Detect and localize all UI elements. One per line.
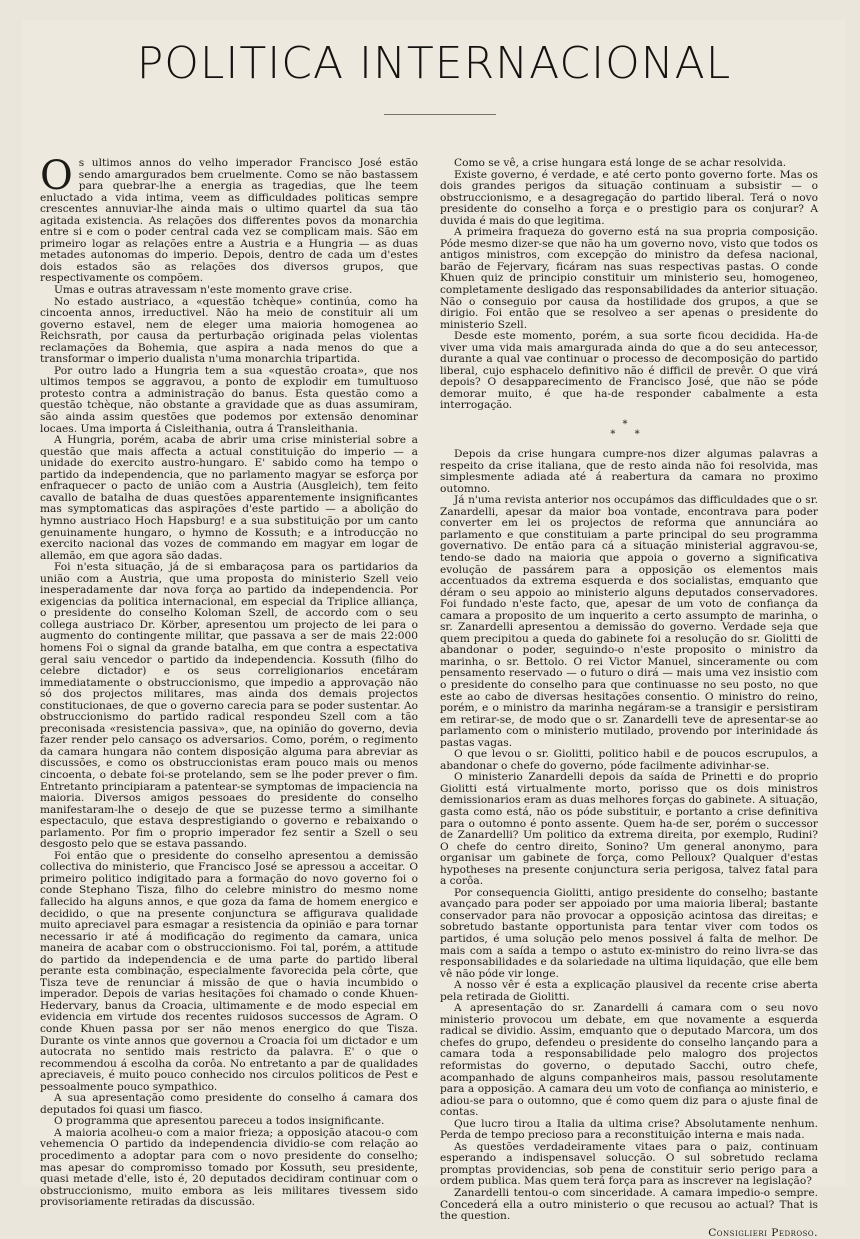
article-paragraph: As questões verdadeiramente vitaes para o paiz, continuam esperando a indispensavel solucção. O sul sobretudo reclama promptas providencias, sob pena de constituir serio perigo para a ordem publica. Mas quem terá força para as inscrever na legislação? bbox=[440, 1140, 818, 1188]
article-paragraph: Zanardelli tentou-o com sinceridade. A camara impedio-o sempre. Concederá ella a outro ministerio o que recusou ao actual? That is the question. bbox=[440, 1187, 818, 1223]
article-paragraph: Já n'uma revista anterior nos occupámos das difficuldades que o sr. Zanardelli, apesar da maior boa vontade, encontrava para poder converter em lei os projectos de reforma que annunciára ao parlamento e que constituiam a parte principal do seu programma governativo. De então para cá a situação ministerial aggravou-se, tendo-se dado na maioria que appoia o governo a significativa evolução de passárem para a opposição os elementos mais accentuados da extrema esquerda e dos socialistas, emquanto que déram o seu appoio ao ministerio alguns deputados conservadores. Foi fundado n'este facto, que, apesar de um voto de confiança da camara a proposito de um inquerito a certo assumpto de marinha, o sr. Zanardelli apresentou a demissão do governo. Verdade seja que quem precipitou a queda do gabinete foi a resolução do sr. Giolitti de abandonar o poder, seguindo-o n'este proposito o ministro da marinha, o sr. Bettolo. O rei Victor Manuel, sinceramente ou com pensamento reservado — o futuro o dirá — mais uma vez insistio com o presidente do conselho para que continuasse no seu posto, no que este ao cabo de diversas hesitações consentio. O ministro do reino, porém, e o ministro da marinha negáram-se a transigir e persistiram em retirar-se, de modo que o sr. Zanardelli teve de apresentar-se ao parlamento com o ministerio mutilado, provendo por interinidade ás pastas vagas. bbox=[440, 494, 818, 749]
article-paragraph: Como se vê, a crise hungara está longe de se achar resolvida. bbox=[454, 157, 787, 169]
article-paragraph: O programma que apresentou pareceu a todos insignificante. bbox=[54, 1115, 385, 1128]
page-title: POLITICA INTERNACIONAL bbox=[136, 38, 732, 89]
article-paragraph: Depois da crise hungara cumpre-nos dizer algumas palavras a respeito da crise italiana, que de resto ainda não foi resolvida, mas simplesmente adiada até á reabertura da camara no proximo outomno. bbox=[440, 448, 818, 495]
separator-stars: * * bbox=[610, 429, 648, 441]
title-divider bbox=[384, 114, 496, 115]
drop-cap: O bbox=[40, 153, 73, 199]
article-paragraph: Existe governo, é verdade, e até certo ponto governo forte. Mas os dois grandes perigos da situação continuam a subsistir — o obstruccionismo, e a desagregação do partido liberal. Terá o novo presidente do conselho a força e o prestigio para os conjurar? A duvida é mais do que legitima. bbox=[440, 168, 818, 227]
page bbox=[22, 20, 846, 1239]
article-paragraph: A Hungria, porém, acaba de abrir uma crise ministerial sobre a questão que mais affecta a actual constituição do imperio — a unidade do exercito austro-hungaro. E' sabido como ha tempo o partido da independencia, que no parlamento magyar se esforça por enfraquecer o pacto de união com a Austria (Ausgleich), tem feito cavallo de batalha de duas questões apparentemente insignificantes mas symptomaticas das aspirações d'este partido — a abolição do hymno austriaco Hoch Hapsburg! e a sua substituição por um canto genuinamente hungaro, o hymno de Kossuth; e a introducção no exercito nacional das vozes de commando em magyar em logar de allemão, em que agora são dadas. bbox=[40, 434, 418, 562]
article-paragraph: O ministerio Zanardelli depois da saída de Prinetti e do proprio Giolitti está virtualmente morto, porisso que os dois ministros demissionarios eram as duas melhores forças do gabinete. A situação, gasta como está, não os póde substituir, e portanto a crise definitiva para o outomno é ponto assente. Quem ha-de ser, porém o successor de Zanardelli? Um politico da extrema direita, por exemplo, Rudini? O chefe do centro direito, Sonino? Um general anonymo, para organisar um gabinete de força, como Pelloux? Qualquer d'estas hypotheses na presente conjunctura seria perigosa, talvez fatal para a corôa. bbox=[440, 771, 818, 888]
left-column bbox=[40, 153, 418, 1209]
article-paragraph: No estado austriaco, a «questão tchèque» continúa, como ha cincoenta annos, irreductivel. Não ha meio de constituir ali um governo estavel, nem de eleger uma maioria homogenea ao Reichsrath, por causa da perturbação originada pelas violentas reclamações da Bohemia, que aspira a nada menos do que a transformar o imperio dualista n'uma monarchia tripartida. bbox=[40, 295, 418, 366]
separator-star: * bbox=[622, 419, 636, 431]
article-paragraph: Desde este momento, porém, a sua sorte ficou decidida. Ha-de viver uma vida mais amargurada ainda do que a do seu antecessor, durante a qual vae continuar o processo de decomposição do partido liberal, cujo esphacelo definitivo não é difficil de prevêr. O que virá depois? O desapparecimento de Francisco José, que não se póde demorar muito, é que ha-de responder cabalmente a esta interrogação. bbox=[440, 330, 818, 412]
right-column bbox=[440, 158, 818, 1239]
article-paragraph: Que lucro tirou a Italia da ultima crise? Absolutamente nenhum. Perda de tempo precioso para a reconstituição interna e mais nada. bbox=[440, 1117, 818, 1142]
article-paragraph: A maioria acolheu-o com a maior frieza; a opposição atacou-o com vehemencia O partido da independencia dividio-se com relação ao procedimento a adoptar para com o novo presidente do conselho; mas apesar do compromisso tomado por Kossuth, seu presidente, quasi metade d'elle, isto é, 20 deputados decidiram continuar com o obstruccionismo, muito embora as leis militares tivessem sido provisoriamente retiradas da discussão. bbox=[40, 1126, 418, 1209]
article-paragraph: Os ultimos annos do velho imperador Francisco José estão sendo amargurados bem cruelmente. Como se não bastassem para quebrar-lhe a energia as tragedias, que lhe teem enluctado a vida intima, veem as difficuldades politicas sempre crescentes annuviar-lhe ainda mais o ultimo quartel da sua tão agitada existencia. As relações dos differentes povos da monarchia entre si e com o poder central cada vez se complicam mais. São em primeiro logar as relações entre a Austria e a Hungria — as duas metades autonomas do imperio. Depois, dentro de cada um d'estes dois estados são as relações dos diversos grupos, que respectivamente os compõem. bbox=[40, 153, 418, 285]
author-signature: Consiglieri Pedroso. bbox=[708, 1226, 818, 1239]
article-paragraph: Foi então que o presidente do conselho apresentou a demissão collectiva do ministerio, que Francisco José se apressou a acceitar. O primeiro politico indigitado para a formação do novo governo foi o conde Stephano Tisza, filho do celebre ministro do mesmo nome fallecido ha alguns annos, e que goza da fama de homem energico e decidido, o que na presente conjunctura se affigurava qualidade muito apreciavel para esmagar a resistencia da opinião e para tornar necessario ir até á modificação do regimento da camara, unica maneira de acabar com o obstruccionismo. Foi tal, porém, a attitude do partido da independencia e de uma parte do partido liberal perante esta combinação, especialmente favorecida pela côrte, que Tisza teve de renunciar á missão de que o havia incumbido o imperador. Depois de varias hesitações foi chamado o conde Khuen-Hedervary, banus da Croacia, ultimamente e de modo especial em evidencia em virtude dos recentes ruidosos successos de Agram. O conde Khuen passa por ser não menos energico do que Tisza. Durante os vinte annos que governou a Croacia foi um dictador e um autocrata no sentido mais restricto da palavra. E' o que o recommendou á escolha da corôa. No entretanto a par de qualidades apreciaveis, é muito pouco conhecido nos circulos politicos de Pest e pessoalmente pouco sympathico. bbox=[40, 849, 418, 1093]
article-paragraph: A apresentação do sr. Zanardelli á camara com o seu novo ministerio provocou um debate, em que novamente a esquerda radical se dividio. Assim, emquanto que o deputado Marcora, um dos chefes do grupo, defendeu o presidente do conselho lançando para a camara toda a responsabilidade pelo malogro dos projectos reformistas do governo, o deputado Sacchi, outro chefe, acompanhado de alguns companheiros mais, passou resolutamente para a opposição. A camara deu um voto de confiança ao ministerio, e adiou-se para o outomno, que é como quem diz para o ajuste final de contas. bbox=[440, 1002, 818, 1119]
article-paragraph: Por outro lado a Hungria tem a sua «questão croata», que nos ultimos tempos se aggravou, a ponto de explodir em tumultuoso protesto contra a administração do banus. Esta questão como a questão tchèque, não obstante a gravidade que as duas assumiram, são ainda assim questões que podemos por extensão denominar locaes. Uma importa á Cisleithania, outra á Transleithania. bbox=[40, 364, 418, 435]
article-paragraph: Umas e outras atravessam n'este momento grave crise. bbox=[54, 284, 353, 297]
article-paragraph: O que levou o sr. Giolitti, politico habil e de poucos escrupulos, a abandonar o chefe do governo, póde facilmente adivinhar-se. bbox=[440, 748, 818, 772]
article-paragraph: A primeira fraqueza do governo está na sua propria composição. Póde mesmo dizer-se que não ha um governo novo, visto que todos os antigos ministros, com excepção do ministro da defesa nacional, barão de Fejervary, ficáram nas suas respectivas pastas. O conde Khuen quiz de principio constituir um ministerio seu, homogeneo, completamente desligado das responsabilidades da anterior situação. Não o conseguio por causa da hostilidade dos grupos, a que se dirigio. Foi então que se resolveo a ser apenas o presidente do ministerio Szell. bbox=[440, 226, 818, 331]
article-paragraph: Por consequencia Giolitti, antigo presidente do conselho; bastante avançado para poder ser appoiado por uma maioria liberal; bastante conservador para não provocar a opposição acintosa das direitas; e sobretudo bastante opportunista para tentar viver com todos os partidos, é uma solução pelo menos possivel á falta de melhor. De mais com a saída a tempo o astuto ex-ministro do reino livra-se das responsabilidades e da solariedade na ultima liquidação, que elle bem vê não póde vir longe. bbox=[440, 886, 818, 980]
article-paragraph: A nosso vêr é esta a explicação plausivel da recente crise aberta pela retirada de Giolitti. bbox=[440, 979, 818, 1003]
section-separator bbox=[440, 420, 818, 440]
article-paragraph: A sua apresentação como presidente do conselho á camara dos deputados foi quasi um fiasco. bbox=[40, 1092, 418, 1116]
article-paragraph: Foi n'esta situação, já de si embaraçosa para os partidarios da união com a Austria, que uma proposta do ministerio Szell veio inesperadamente dar nova força ao partido da independencia. Por exigencias da politica internacional, em especial da Triplice alliança, o presidente do conselho Koloman Szell, de accordo com o seu collega austriaco Dr. Körber, apresentou um projecto de lei para o augmento do contingente militar, que passava a ser de mais 22:000 homens Foi o signal da grande batalha, em que contra a espectativa geral saiu vencedor o partido da independencia. Kossuth (filho do celebre dictador) e os seus correligionarios encetáram immediatamente o obstruccionismo, que impedio a approvação não só dos projectos militares, mas ainda dos demais projectos constitucionaes, de que o governo carecia para se poder sustentar. Ao obstruccionismo do partido radical respondeu Szell com a tão preconisada «resistencia passiva», que, na opinião do governo, devia fazer render pelo cansaço os adversarios. Como, porém, o regimento da camara hungara não contem disposição alguma para abreviar as discussões, e como os obstruccionistas eram pouco mais ou menos cincoenta, o debate foi-se protelando, sem se lhe poder prever o fim. Entretanto principiaram a patentear-se symptomas de impaciencia na maioria. Diversos amigos pessoaes do presidente do conselho manifestaram-lhe o desejo de que se puzesse termo a similhante espectaculo, que estava desprestigiando o governo e rebaixando o parlamento. Por fim o proprio imperador fez sentir a Szell o seu desgosto pelo que se estava passando. bbox=[40, 561, 418, 851]
